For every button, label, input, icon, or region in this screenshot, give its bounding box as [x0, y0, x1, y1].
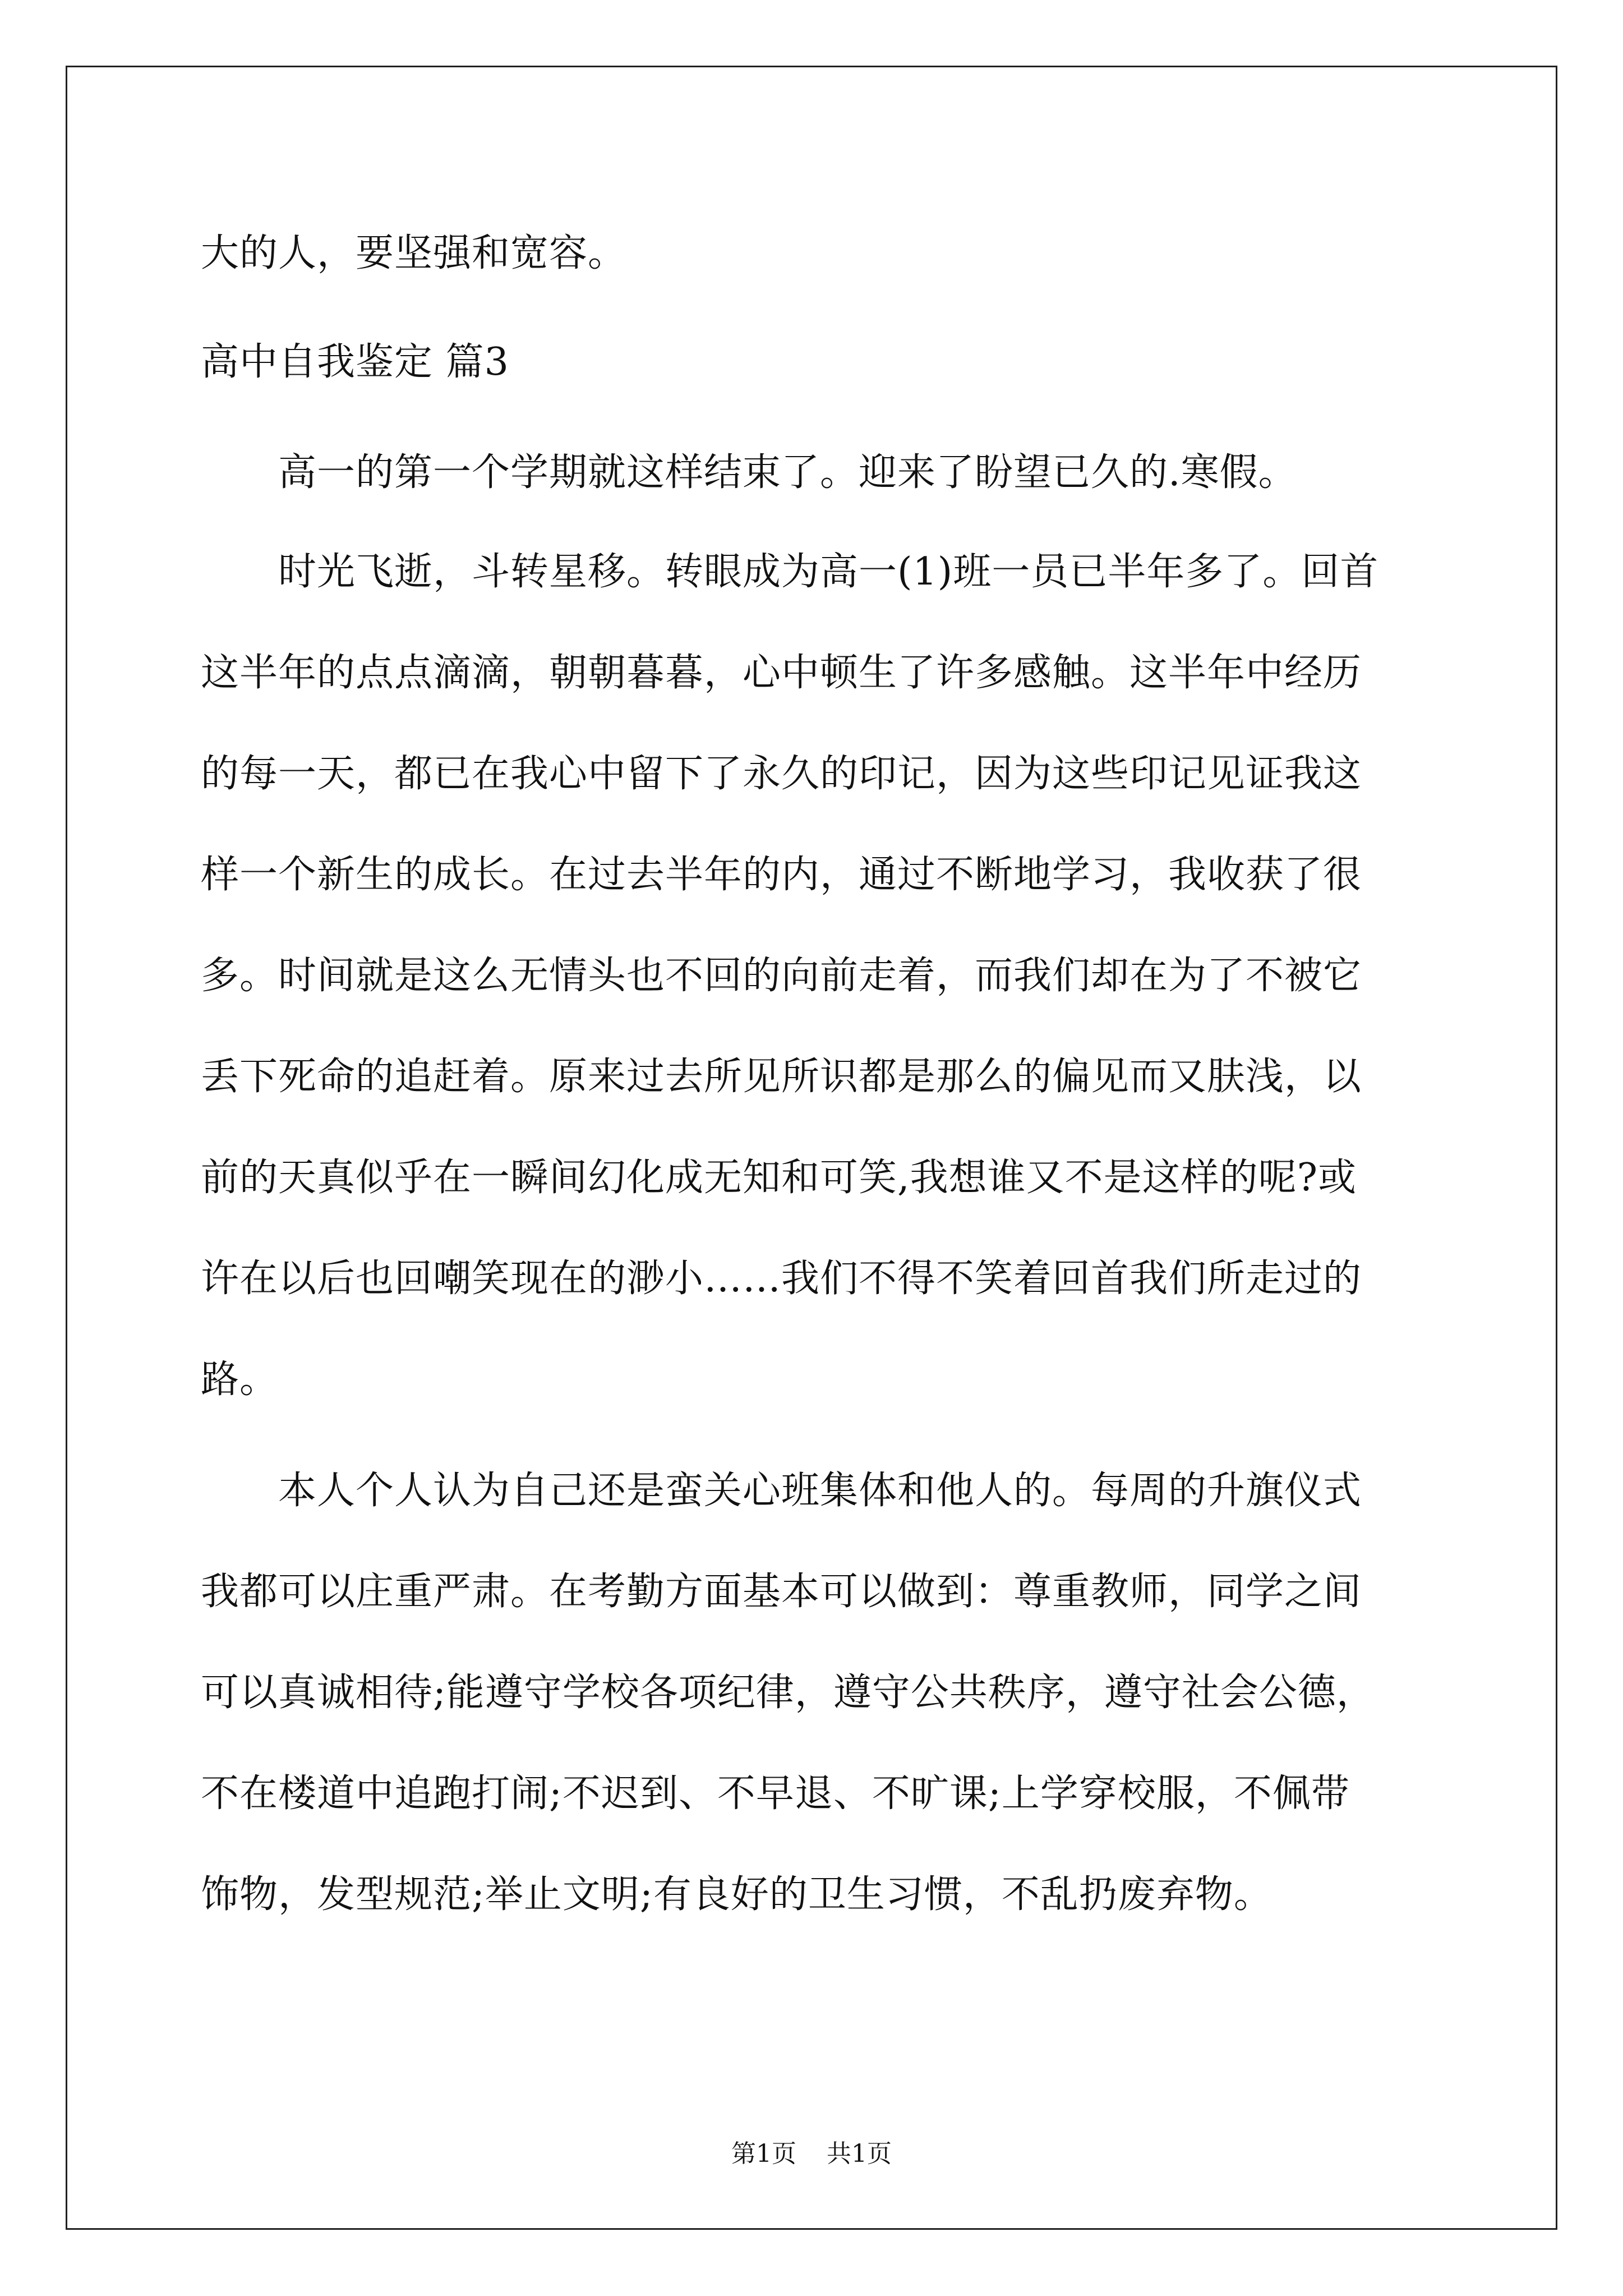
- text-line: 饰物，发型规范;举止文明;有良好的卫生习惯，不乱扔废弃物。: [201, 1872, 1272, 1917]
- text-line: 不在楼道中追跑打闹;不迟到、不早退、不旷课;上学穿校服，不佩带: [201, 1772, 1350, 1816]
- text-line: 的每一天，都已在我心中留下了永久的印记，因为这些印记见证我这: [201, 752, 1362, 796]
- text-line: 多。时间就是这么无情头也不回的向前走着，而我们却在为了不被它: [201, 954, 1362, 998]
- text-line: 前的天真似乎在一瞬间幻化成无知和可笑,我想谁又不是这样的呢?或: [201, 1156, 1357, 1200]
- text-line: 可以真诚相待;能遵守学校各项纪律，遵守公共秩序，遵守社会公德，: [201, 1671, 1375, 1715]
- section-heading: 高中自我鉴定 篇3: [201, 340, 509, 384]
- text-line: 这半年的点点滴滴，朝朝暮暮，心中顿生了许多感触。这半年中经历: [201, 651, 1362, 695]
- text-line: 时光飞逝，斗转星移。转眼成为高一(1)班一员已半年多了。回首: [201, 550, 1379, 594]
- text-line: 大的人，要坚强和宽容。: [201, 231, 627, 275]
- text-line: 本人个人认为自己还是蛮关心班集体和他人的。每周的升旗仪式: [201, 1469, 1362, 1513]
- page-total: 共1页: [827, 2139, 892, 2168]
- text-line: 路。: [201, 1358, 279, 1402]
- text-line: 样一个新生的成长。在过去半年的内，通过不断地学习，我收获了很: [201, 853, 1362, 897]
- page-number: 第1页: [731, 2139, 796, 2168]
- text-line: 丢下死命的追赶着。原来过去所见所识都是那么的偏见而又肤浅，以: [201, 1055, 1362, 1099]
- text-line: 许在以后也回嘲笑现在的渺小……我们不得不笑着回首我们所走过的: [201, 1257, 1362, 1301]
- text-line: 我都可以庄重严肃。在考勤方面基本可以做到：尊重教师，同学之间: [201, 1570, 1362, 1614]
- text-line: 高一的第一个学期就这样结束了。迎来了盼望已久的.寒假。: [201, 450, 1297, 495]
- page-footer: [0, 2137, 1623, 2171]
